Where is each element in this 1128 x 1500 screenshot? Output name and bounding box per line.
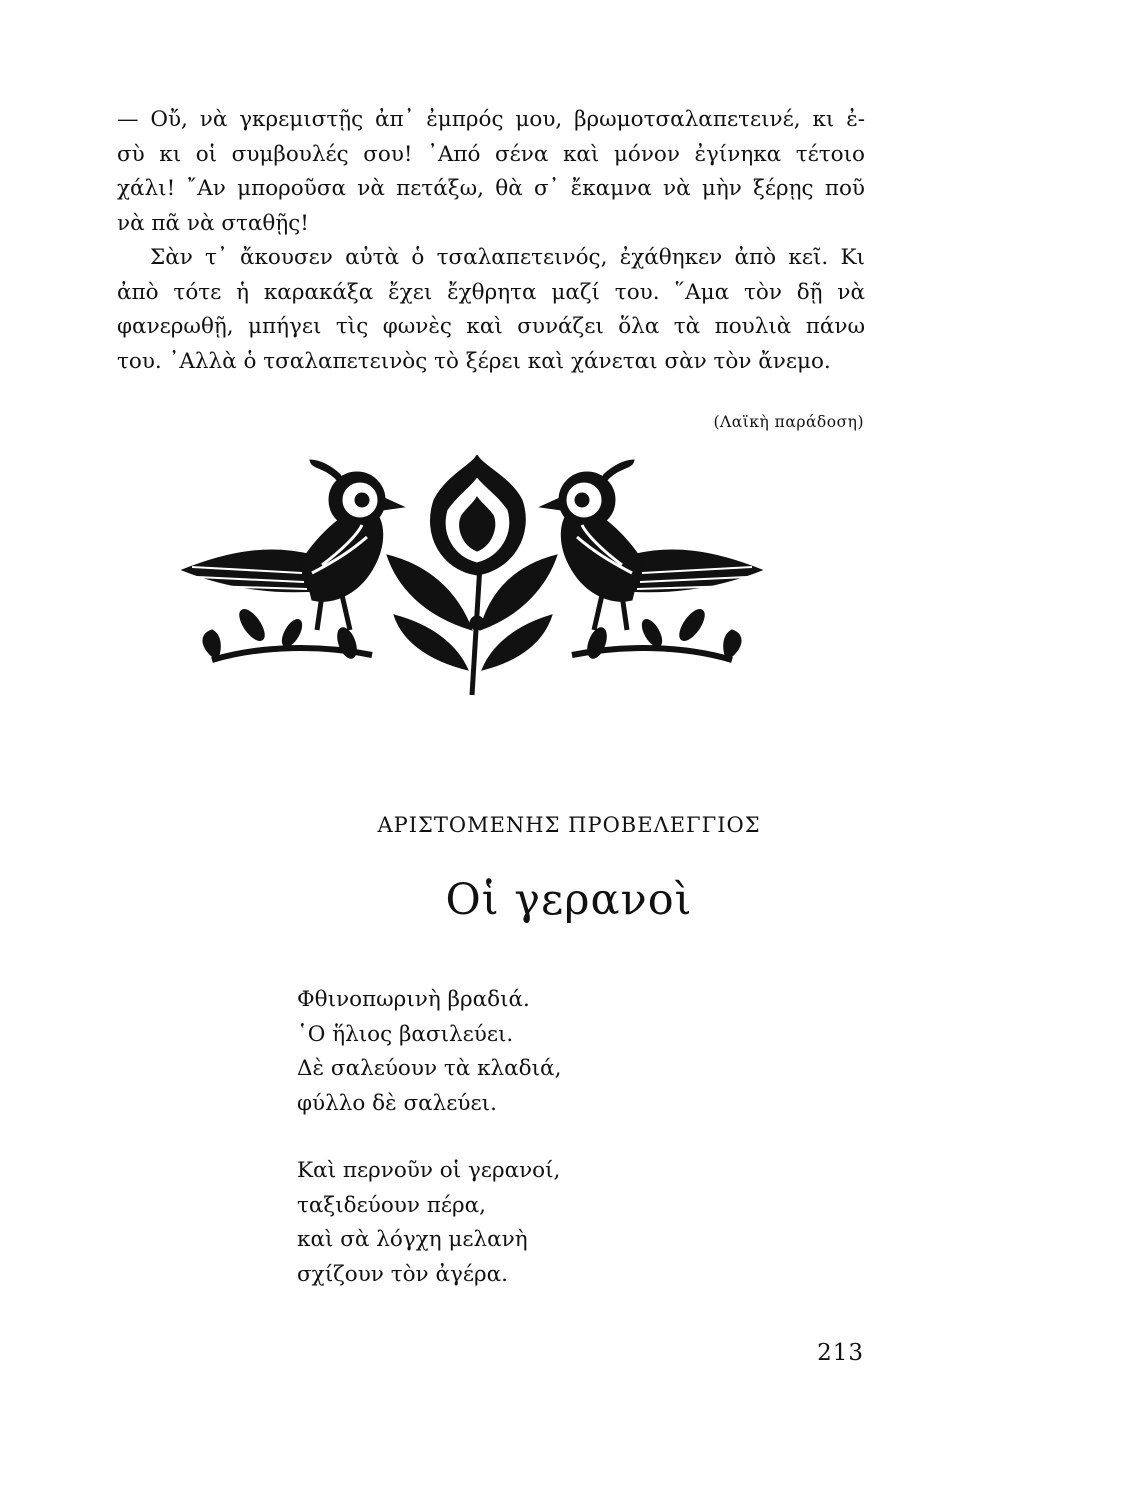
- paragraph: [117, 103, 865, 241]
- text-line: σὺ κι οἱ συμβουλές σου! ᾽Από σένα καὶ μόνον ἐγίνηκα τέτοιο: [117, 141, 865, 167]
- verse-line: ταξιδεύουν πέρα,: [297, 1192, 487, 1218]
- flower: [387, 455, 557, 695]
- poem-body: [297, 983, 561, 1325]
- page-number: 213: [817, 1340, 864, 1366]
- verse-line: φύλλο δὲ σαλεύει.: [297, 1090, 497, 1116]
- vine-branches: [203, 606, 741, 661]
- text-line: του. ᾽Αλλὰ ὁ τσαλαπετεινὸς τὸ ξέρει καὶ χάνεται σὰν τὸν ἄνεμο.: [117, 348, 831, 374]
- prose-text: [117, 103, 865, 379]
- verse-line: Φθινοπωρινὴ βραδιά.: [297, 987, 530, 1012]
- two-birds-and-flower-ornament-icon: [172, 455, 772, 705]
- text-line: ἀπὸ τότε ἡ καρακάξα ἔχει ἔχθρητα μαζί του. ῞Αμα τὸν δῇ νὰ: [117, 279, 865, 305]
- stanza: [297, 1154, 561, 1292]
- paragraph: [117, 241, 865, 379]
- text-line: νὰ πᾶ νὰ σταθῇς!: [117, 210, 309, 236]
- poem-author: ΑΡΙΣΤΟΜΕΝΗΣ ΠΡΟΒΕΛΕΓΓΙΟΣ: [377, 813, 761, 837]
- verse-line: σχίζουν τὸν ἀγέρα.: [297, 1261, 508, 1287]
- text-line: — Οὔ, νὰ γκρεμιστῇς ἀπ᾽ ἐμπρός μου, βρωμοτσαλαπετεινέ, κι ἐ-: [117, 107, 865, 132]
- poem-title: Οἱ γερανοὶ: [445, 875, 693, 925]
- right-bird: [540, 460, 762, 630]
- verse-line: Δὲ σαλεύουν τὰ κλαδιά,: [297, 1056, 562, 1081]
- verse-line: ῾Ο ἥλιος βασιλεύει.: [297, 1021, 514, 1047]
- verse-line: καὶ σὰ λόγχη μελανὴ: [297, 1227, 528, 1252]
- verse-line: Καὶ περνοῦν οἱ γερανοί,: [297, 1158, 561, 1183]
- text-line: χάλι! ῎Αν μποροῦσα νὰ πετάξω, θὰ σ᾽ ἔκαμνα νὰ μὴν ξέρῃς ποῦ: [117, 176, 865, 201]
- text-line: Σὰν τ᾽ ἄκουσεν αὐτὰ ὁ τσαλαπετεινός, ἐχάθηκεν ἀπὸ κεῖ. Κι: [150, 245, 865, 270]
- text-line: φανερωθῇ, μπήγει τὶς φωνὲς καὶ συνάζει ὅλα τὰ πουλιὰ πάνω: [117, 314, 865, 339]
- stanza: [297, 983, 561, 1121]
- left-bird: [182, 460, 404, 630]
- source-attribution: (Λαϊκὴ παράδοση): [713, 413, 864, 431]
